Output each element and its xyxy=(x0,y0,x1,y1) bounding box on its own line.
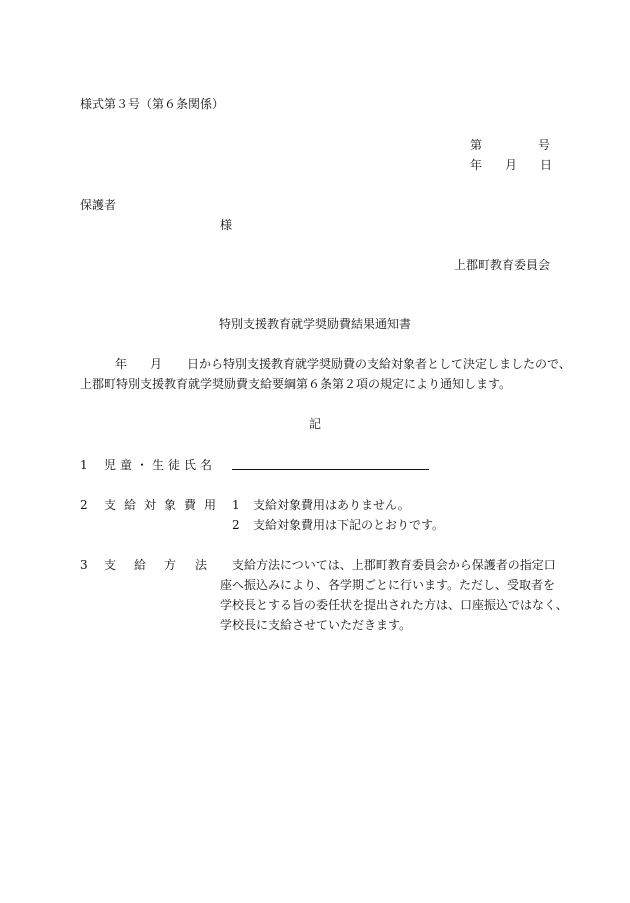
date-year: 年 xyxy=(470,158,483,172)
intro-month: 月 xyxy=(150,357,163,371)
item-2-number: 2 xyxy=(80,498,88,512)
form-number: 様式第３号（第６条関係） xyxy=(80,97,225,111)
date-day: 日 xyxy=(540,158,553,172)
item-3-line-3: 学校長とする旨の委任状を提出された方は、口座振込ではなく、 xyxy=(220,598,568,612)
date-month: 月 xyxy=(505,158,518,172)
recipient-honorific: 様 xyxy=(220,218,233,232)
item-2-option-1-text: 支給対象費用はありません。 xyxy=(253,498,410,512)
ki-heading: 記 xyxy=(308,417,321,431)
item-3-number: 3 xyxy=(80,558,88,572)
item-1-label: 児童・生徒氏名 xyxy=(104,458,217,472)
item-2-option-2-number: 2 xyxy=(232,518,240,532)
item-2-option-2-text: 支給対象費用は下記のとおりです。 xyxy=(253,518,445,532)
item-3-label-char-3: 方 xyxy=(164,558,177,572)
intro-year: 年 xyxy=(115,357,128,371)
intro-line2: 上郡町特別支援教育就学奨励費支給要綱第６条第２項の規定により通知します。 xyxy=(80,377,512,391)
item-1-number: 1 xyxy=(80,458,88,472)
name-underline xyxy=(232,469,429,470)
item-3-label-char-2: 給 xyxy=(134,558,147,572)
issuer: 上郡町教育委員会 xyxy=(453,258,550,272)
item-3-line-1: 支給方法については、上郡町教育委員会から保護者の指定口 xyxy=(232,558,556,572)
recipient-label: 保護者 xyxy=(80,198,117,212)
item-2-option-1-number: 1 xyxy=(232,498,240,512)
doc-number-suffix: 号 xyxy=(538,138,551,152)
item-3-label-char-4: 法 xyxy=(195,558,208,572)
item-3-line-4: 学校長に支給させていただきます。 xyxy=(220,618,412,632)
doc-number-prefix: 第 xyxy=(470,138,483,152)
intro-line1: 日から特別支援教育就学奨励費の支給対象者として決定しましたので、 xyxy=(187,357,571,371)
item-2-label: 支給対象費用 xyxy=(104,498,225,512)
item-3-line-2: 座へ振込みにより、各学期ごとに行います。ただし、受取者を xyxy=(220,578,556,592)
page-title: 特別支援教育就学奨励費結果通知書 xyxy=(218,317,411,331)
item-3-label-char-1: 支 xyxy=(104,558,117,572)
